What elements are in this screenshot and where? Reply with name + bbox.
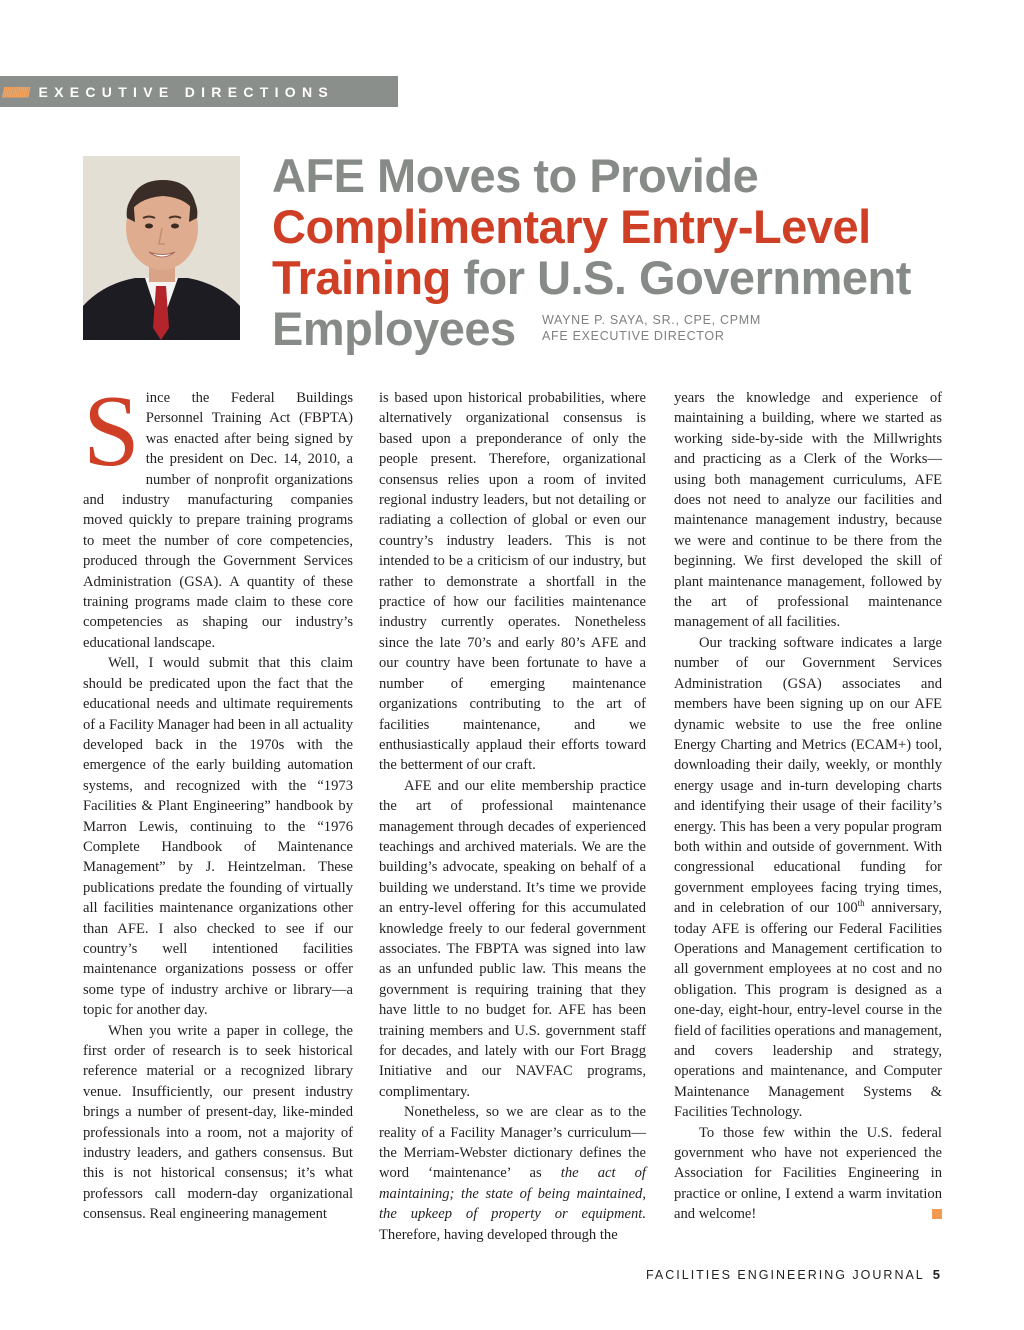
section-header-bar [0,76,398,107]
page-number: 5 [932,1267,940,1282]
article-paragraph [674,633,942,1123]
article-paragraph: AFE and our elite membership practice the art of professional maintenance management through decades of experienced teachings and archived materials. We are the building’s advocate, speaking on behalf of a building we understand. It’s time we provide an entry-level offering for this accumulated knowledge freely to our federal government associates. The FBPTA was signed into law as an unfunded public law. This means the government is requiring training that they have little to no budget for. AFE has been training members and U.S. government staff for decades, and lately with our Fort Bragg Initiative and our NAVFAC programs, complimentary. [379,777,646,1100]
headline-part-gray-2: for U.S. Government Employees [272,251,911,355]
paragraph-text: ince the Federal Buildings Personnel Training Act (FBPTA) was enacted after being signed by the president on Dec. 14, 2010, a number of nonprofit organizations and industry manufacturing companies moved quickly to prepare training programs to meet the number of core competencies, produced through the Government Services Administration (GSA). A quantity of these training programs made claim to these core competencies as shaping our industry’s educational landscape. [83,390,353,651]
end-of-article-square-icon [932,1209,942,1219]
author-title: AFE EXECUTIVE DIRECTOR [542,329,725,343]
section-slashes: ////////////// [2,83,29,100]
drop-cap: S [83,375,140,488]
article-paragraph [674,1123,942,1225]
article-paragraph: is based upon historical probabilities, where alternatively organizational consensus is based upon a preponderance of only the people present. Therefore, organizational consensus relies upon a room of invited regional industry leaders, but not detailing or radiating a collection of global or even our country’s industry leaders. This is not intended to be a criticism of our industry, but rather to demonstrate a shortfall in the practice of how our facilities maintenance industry currently operates. Nonetheless since the late 70’s and early 80’s AFE and our country have been fortunate to have a number of emerging maintenance organizations contributing to the art of facilities maintenance, and we enthusiastically applaud their efforts toward the betterment of our craft. [379,390,646,774]
paragraph-text: Nonetheless, so we are clear as to the reality of a Facility Manager’s curriculum—the Merriam-Webster dictionary defines the word ‘maintenance’ as [379,1104,646,1182]
headline-part-gray: AFE Moves to Provide [272,149,759,202]
paragraph-text: Therefore, having developed through the [379,1226,618,1243]
article-column-1 [83,375,353,1225]
author-portrait [83,156,240,340]
section-label: EXECUTIVE DIRECTIONS [38,83,335,100]
article-paragraph [83,375,353,653]
paragraph-text: anniversary, today AFE is offering our Federal Facilities Operations and Management certification to all government employees at no cost and no obligation. This program is designed as a one-day, eight-hour, entry-level course in the field of facilities operations and management, and covers leadership and strategy, operations and maintenance, and Computer Maintenance Management Systems & Facilities Technology. [674,900,942,1121]
article-paragraph [379,1102,646,1245]
definition-italic: the act of maintaining; the state of being maintained, the upkeep of property or equipment. [379,1165,646,1223]
article-paragraph: When you write a paper in college, the first order of research is to seek historical reference material or a recognized library venue. Insufficiently, our present industry brings a number of present-day, like-minded professionals into a room, not a majority of industry leaders, and gathers consensus. But this is not historical consensus; it’s what professors call modern-day organizational consensus. Real engineering management [83,1022,353,1223]
ordinal-superscript: th [857,898,865,909]
paragraph-text: To those few within the U.S. federal government who have not experienced the Association for Facilities Engineering in practice or online, I extend a warm invitation and welcome! [674,1124,942,1223]
author-name: WAYNE P. SAYA, SR., CPE, CPMM [542,313,761,327]
headline-part-red: Complimentary Entry-Level Training [272,200,871,304]
article-paragraph: Well, I would submit that this claim should be predicated upon the fact that the educational needs and ultimate requirements of a Facility Manager had been in all actuality developed back in the 1970s with the emergence of the early building automation systems, and recognized with the “1973 Facilities & Plant Engineering” handbook by Marron Lewis, continuing to the “1976 Complete Handbook of Maintenance Management” by J. Heintzelman. These publications predate the founding of virtually all facilities maintenance organizations other than AFE. I also checked to see if our country’s well intentioned facilities maintenance organizations possess or offer some type of industry archive or library—a topic for another day. [83,655,353,1019]
paragraph-text: Our tracking software indicates a large number of our Government Services Administration (GSA) associates and members have been signing up on our AFE dynamic website to use the free online Energy Charting and Metrics (ECAM+) tool, downloading their daily, weekly, or monthly energy usage and in-turn developing charts and identifying their usage of their facility’s energy. This has been a very popular program both within and outside of government. With congressional educational funding for government employees facing trying times, and in celebration of our 100 [674,634,942,917]
author-portrait-illustration [83,156,240,340]
article-column-3 [674,388,942,1225]
page-footer [646,1267,940,1282]
article-paragraph: years the knowledge and experience of maintaining a building, where we started as working side-by-side with the Millwrights and practicing as a Clerk of the Works—using both management curriculums, AFE does not need to analyze our facilities and maintenance management industry, because we were and continue to be there from the beginning. We first developed the skill of plant maintenance management, followed by the art of professional maintenance management of all facilities. [674,390,942,631]
article-column-2 [379,388,646,1245]
journal-name: FACILITIES ENGINEERING JOURNAL [645,1268,925,1282]
author-byline [542,312,761,344]
